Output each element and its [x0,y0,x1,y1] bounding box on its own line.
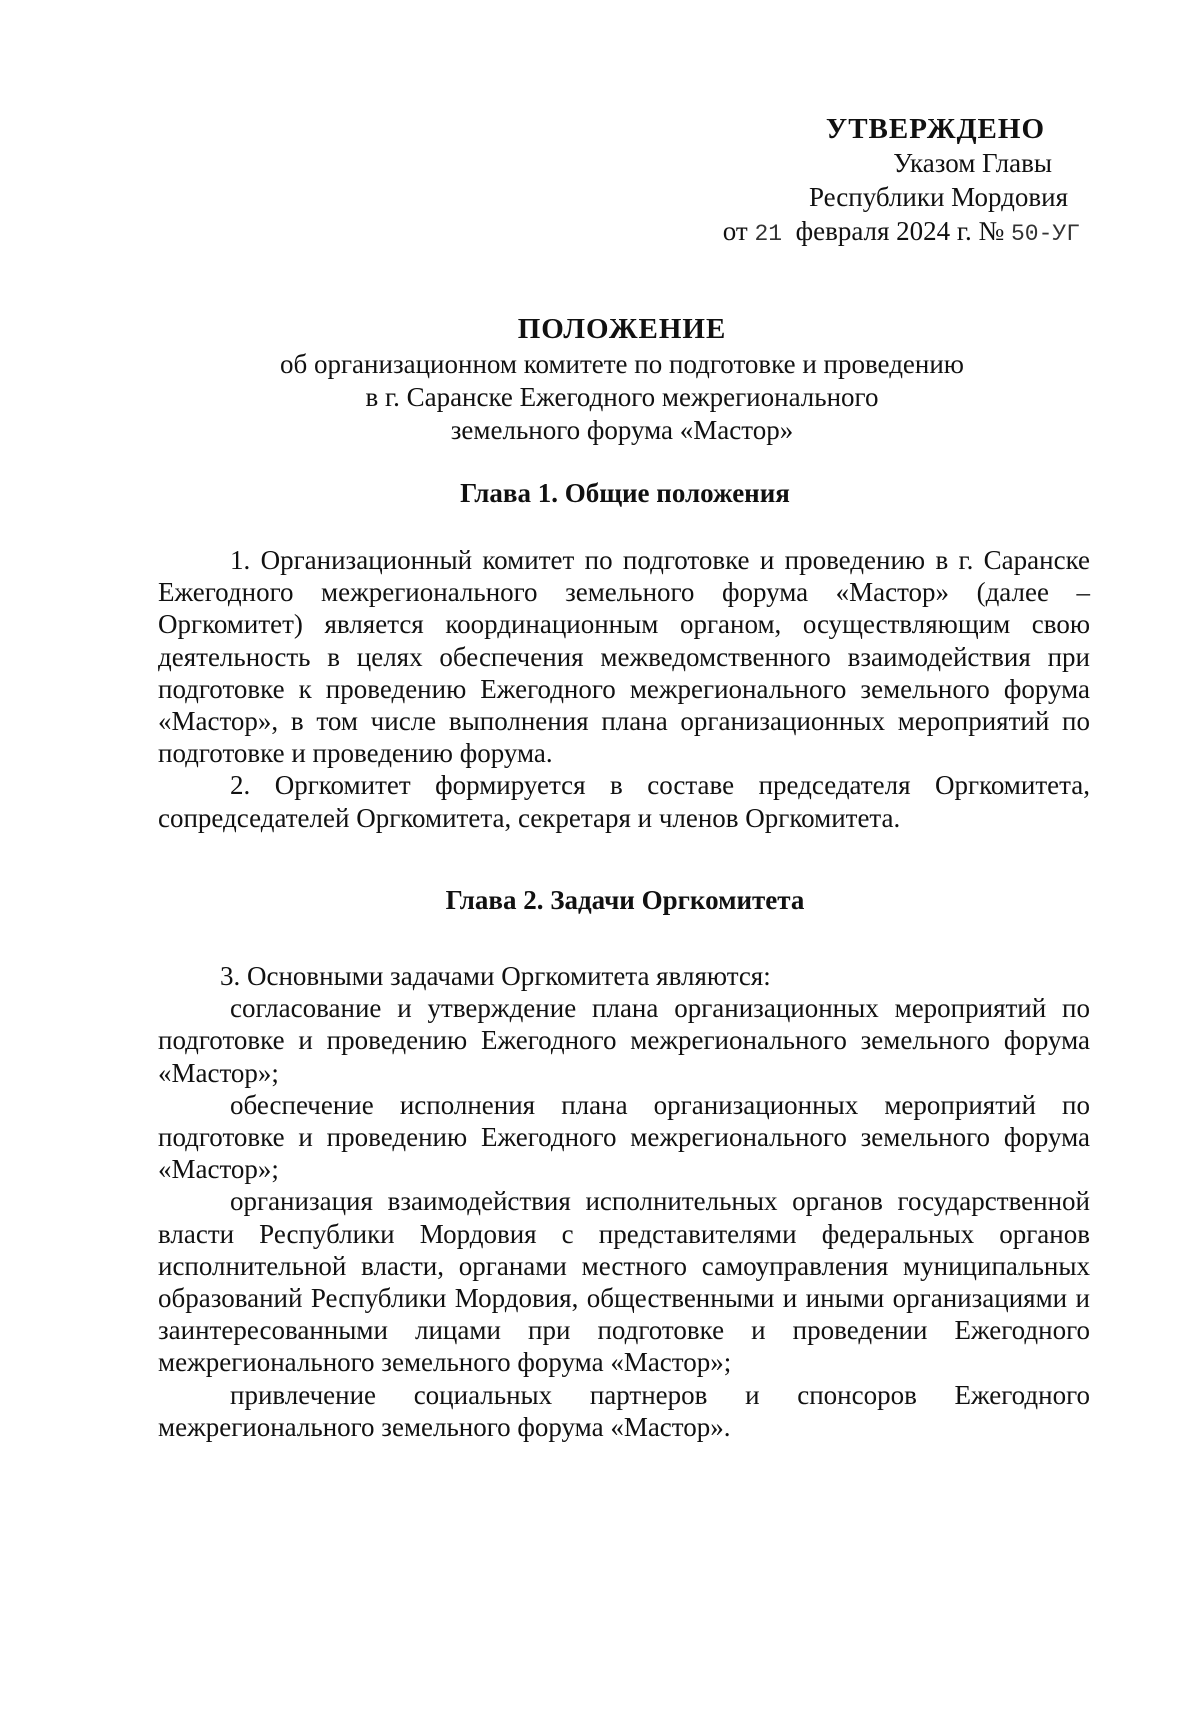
document-subtitle-line: земельного форума «Мастор» [450,415,794,445]
date-rest: февраля 2024 г. № [795,216,1005,246]
approval-issuer: Указом Главы [893,148,1052,178]
decree-number-handwritten: 50-УГ [1010,221,1080,247]
document-title-block [0,313,1200,447]
paragraph: 1. Организационный комитет по подготовке и проведению в г. Саранске Ежегодного межрегионального земельного форума «Мастор» (далее – Оргкомитет) является координационным органом, осуществляющим свою деятельность в целях обеспечения межведомственного взаимодействия при подготовке к проведению Ежегодного межрегионального земельного форума «Мастор», в том числе выполнения плана организационных мероприятий по подготовке и проведению форума. [158,545,1090,769]
approval-stamp-block [723,112,1080,251]
approval-republic: Республики Мордовия [808,182,1068,212]
date-day-handwritten: 21 [754,221,783,247]
chapter-1-heading: Глава 1. Общие положения [460,478,790,508]
paragraph: 2. Оргкомитет формируется в составе председателя Оргкомитета, сопредседателей Оргкомитета, секретаря и членов Оргкомитета. [158,770,1090,833]
task-item: согласование и утверждение плана организационных мероприятий по подготовке и проведению Ежегодного межрегионального земельного форума «Мастор»; [158,993,1090,1088]
approval-date-line [723,214,1080,251]
task-item: организация взаимодействия исполнительных органов государственной власти Республики Мордовия с представителями федеральных органов исполнительной власти, органами местного самоуправления муниципальных образований Республики Мордовия, общественными и иными организациями и заинтересованными лицами при подготовке и проведении Ежегодного межрегионального земельного форума «Мастор»; [158,1186,1090,1378]
chapter-2-heading: Глава 2. Задачи Оргкомитета [445,885,805,915]
date-prefix: от [722,216,748,246]
chapter-1-body [158,544,1090,834]
task-item: привлечение социальных партнеров и спонсоров Ежегодного межрегионального земельного форума «Мастор». [158,1379,1090,1442]
tasks-intro: 3. Основными задачами Оргкомитета являются: [220,961,771,991]
document-subtitle-line: в г. Саранске Ежегодного межрегионального [365,382,879,412]
document-title: ПОЛОЖЕНИЕ [517,313,727,345]
document-subtitle-line: об организационном комитете по подготовке и проведению [280,349,964,379]
approval-title: УТВЕРЖДЕНО [825,113,1045,145]
task-item: обеспечение исполнения плана организационных мероприятий по подготовке и проведению Ежегодного межрегионального земельного форума «Мастор»; [158,1089,1090,1185]
chapter-2-body [158,960,1090,1443]
